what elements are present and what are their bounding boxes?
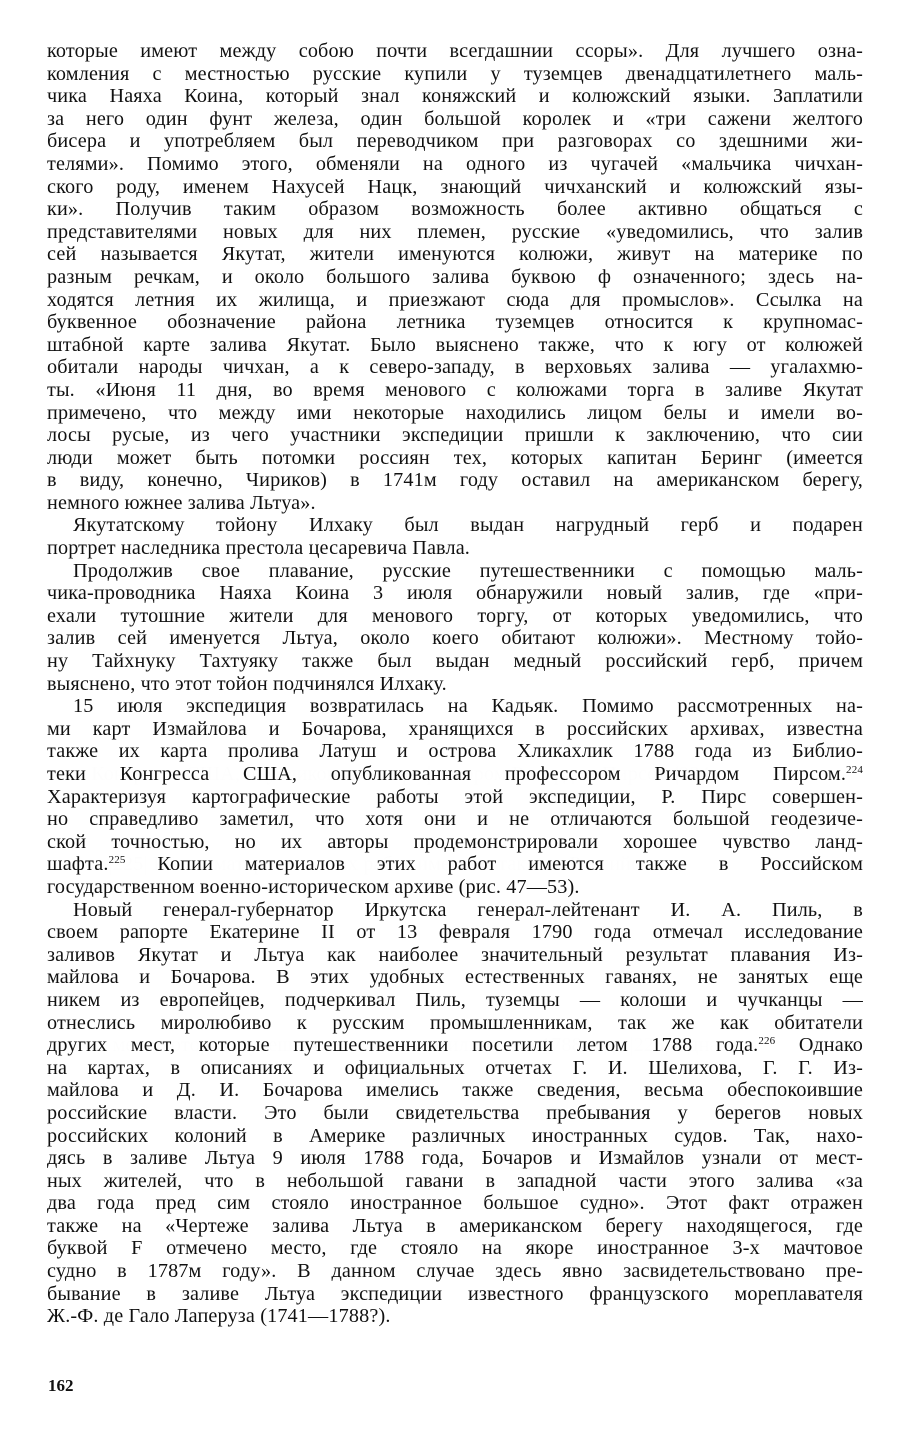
text-line: судно в 1787м году». В данном случае здесь явно засвидетельствовано пре-	[47, 1260, 863, 1283]
text-line: ных жителей, что в небольшой гавани в западной части этого залива «за	[47, 1169, 863, 1192]
footnote-ref: 225	[108, 854, 126, 867]
text-line: ну Тайхнуку Тахтуяку также был выдан медный российский герб, причем	[47, 650, 863, 673]
text-line: ехали тутошние жители для менового торгу, от которых уведомились, что	[47, 604, 863, 627]
text-line: чика Наяха Коина, который знал коняжский и колюжский языки. Заплатили	[47, 85, 863, 108]
text-line: отнеслись миролюбиво к русским промышленникам, так же как обитатели	[47, 1011, 863, 1034]
text-line: российских колоний в Америке различных иностранных судов. Так, нахо-	[47, 1124, 863, 1147]
text-line: буквенное обозначение района летника туземцев относится к крупномас-	[47, 311, 863, 334]
text-line: примечено, что между ими некоторые находились лицом белы и имели во-	[47, 401, 863, 424]
text-line: два года пред сим стояло иностранное большое судно». Этот факт отражен	[47, 1192, 863, 1215]
text-segment: теки Конгресса США, опубликованная профессором Ричардом Пирсом.	[47, 763, 847, 785]
text-line: чика-проводника Наяха Коина 3 июля обнаружили новый залив, где «при-	[47, 582, 863, 605]
text-line: лосы русые, из чего участники экспедиции пришли к заключению, что сии	[47, 424, 863, 447]
text-line: майлова и Бочарова. В этих удобных естественных гаванях, не занятых еще	[47, 966, 863, 989]
text-line: Новый генерал-губернатор Иркутска генерал-лейтенант И. А. Пиль, в	[73, 898, 863, 921]
text-line: телями». Помимо этого, обменяли на одного из чугачей «мальчика чичхан-	[47, 152, 863, 175]
text-line: ского роду, именем Нахусей Нацк, знающий чичханский и колюжский язы-	[47, 175, 863, 198]
text-line: на картах, в описаниях и официальных отчетах Г. И. Шелихова, Г. Г. Из-	[47, 1056, 863, 1079]
text-line: заливов Якутат и Льтуа как наиболее значительный результат плавания Из-	[47, 943, 863, 966]
text-line: бывание в заливе Льтуа экспедиции известного французского мореплавателя	[47, 1282, 863, 1305]
text-line: Ж.-Ф. де Гало Лаперуза (1741—1788?).	[47, 1305, 391, 1328]
text-segment: Копии материалов этих работ имеются также в Российском	[125, 853, 863, 876]
text-line: дясь в заливе Льтуа 9 июля 1788 года, Бочаров и Измайлов узнали от мест-	[47, 1147, 863, 1170]
text-segment: Однако	[775, 1034, 864, 1057]
text-line: своем рапорте Екатерине II от 13 февраля 1790 года отмечал исследование	[47, 921, 863, 944]
text-line: также их карта пролива Латуш и острова Хликахлик 1788 года из Библио-	[47, 740, 863, 763]
text-line	[47, 1034, 863, 1057]
text-line	[47, 763, 863, 786]
text-line: представителями новых для них племен, русские «уведомились, что залив	[47, 220, 863, 243]
text-line: залив сей именуется Льтуа, около коего обитают колюжи». Местному тойо-	[47, 627, 863, 650]
text-line: за него один фунт железа, один большой королек и «три сажени желтого	[47, 107, 863, 130]
text-line: государственном военно-историческом архиве (рис. 47—53).	[47, 875, 580, 898]
text-line: которые имеют между собою почти всегдашнии ссоры». Для лучшего озна-	[47, 40, 863, 62]
paragraph	[47, 514, 863, 559]
text-line: штабной карте залива Якутат. Было выяснено также, что к югу от колюжей	[47, 333, 863, 356]
footnote-ref: 224	[846, 764, 863, 776]
text-line: российские власти. Это были свидетельства пребывания у берегов новых	[47, 1101, 863, 1124]
text-line: люди может быть потомки россиян тех, которых капитан Беринг (имеется	[47, 446, 863, 469]
text-line: Продолжив свое плавание, русские путешественники с помощью маль-	[73, 559, 863, 582]
page-number: 162	[48, 1376, 74, 1395]
paragraph	[47, 560, 863, 696]
text-line: 15 июля экспедиция возвратилась на Кадьяк. Помимо рассмотренных на-	[73, 695, 863, 718]
text-line: майлова и Д. И. Бочарова имелись также сведения, весьма обеспокоившие	[47, 1079, 863, 1102]
paragraph	[47, 40, 863, 514]
text-line: ты. «Июня 11 дня, во время менового с колюжами торга в заливе Якутат	[47, 378, 863, 401]
text-line: сей называется Якутат, жители именуются колюжи, живут на материке по	[47, 243, 863, 266]
text-line: немного южнее залива Льтуа».	[47, 491, 316, 514]
text-line: ходятся летния их жилища, и приезжают сюда для промыслов». Ссылка на	[47, 288, 863, 311]
text-line: портрет наследника престола цесаревича Павла.	[47, 537, 470, 560]
text-line: буквой F отмечено место, где стояло на якоре иностранное 3-х мачтовое	[47, 1237, 863, 1260]
text-line	[47, 853, 863, 876]
text-line: ки». Получив таким образом возможность более активно общаться с	[47, 198, 863, 221]
text-line: в виду, конечно, Чириков) в 1741м году оставил на американском берегу,	[47, 469, 863, 492]
text-segment: шафта.	[47, 853, 109, 876]
text-line: ми карт Измайлова и Бочарова, хранящихся в российских архивах, известна	[47, 717, 863, 740]
text-line: Якутатскому тойону Илхаку был выдан нагрудный герб и подарен	[73, 514, 863, 537]
footnote-ref: 226	[758, 1035, 776, 1048]
text-line: разным речкам, и около большого залива буквою ф означенного; здесь на-	[47, 265, 863, 288]
text-line: комления с местностью русские купили у туземцев двенадцатилетнего маль-	[47, 62, 863, 85]
text-line: но справедливо заметил, что хотя они и не отличаются большой геодезиче-	[47, 808, 863, 831]
text-line: Характеризуя картографические работы этой экспедиции, Р. Пирс совершен-	[47, 785, 863, 808]
text-line: бисера и употребляем был переводчиком при разговорах со здешними жи-	[47, 130, 863, 153]
text-line: ской точностью, но их авторы продемонстрировали хорошее чувство ланд-	[47, 830, 863, 853]
text-line: обитали народы чичхан, а к северо-западу, в верховьях залива — угалахмю-	[47, 356, 863, 379]
paragraph	[47, 899, 863, 1328]
paragraph	[47, 695, 863, 898]
text-line: выяснено, что этот тойон подчинялся Илхаку.	[47, 672, 447, 695]
text-line: никем из европейцев, подчеркивал Пиль, туземцы — колоши и чучканцы —	[47, 988, 863, 1011]
text-segment: других мест, которые путешественники посетили летом 1788 года.	[47, 1034, 759, 1057]
text-line: также на «Чертеже залива Льтуа в американском берегу находящегося, где	[47, 1214, 863, 1237]
page-body	[47, 40, 863, 1328]
